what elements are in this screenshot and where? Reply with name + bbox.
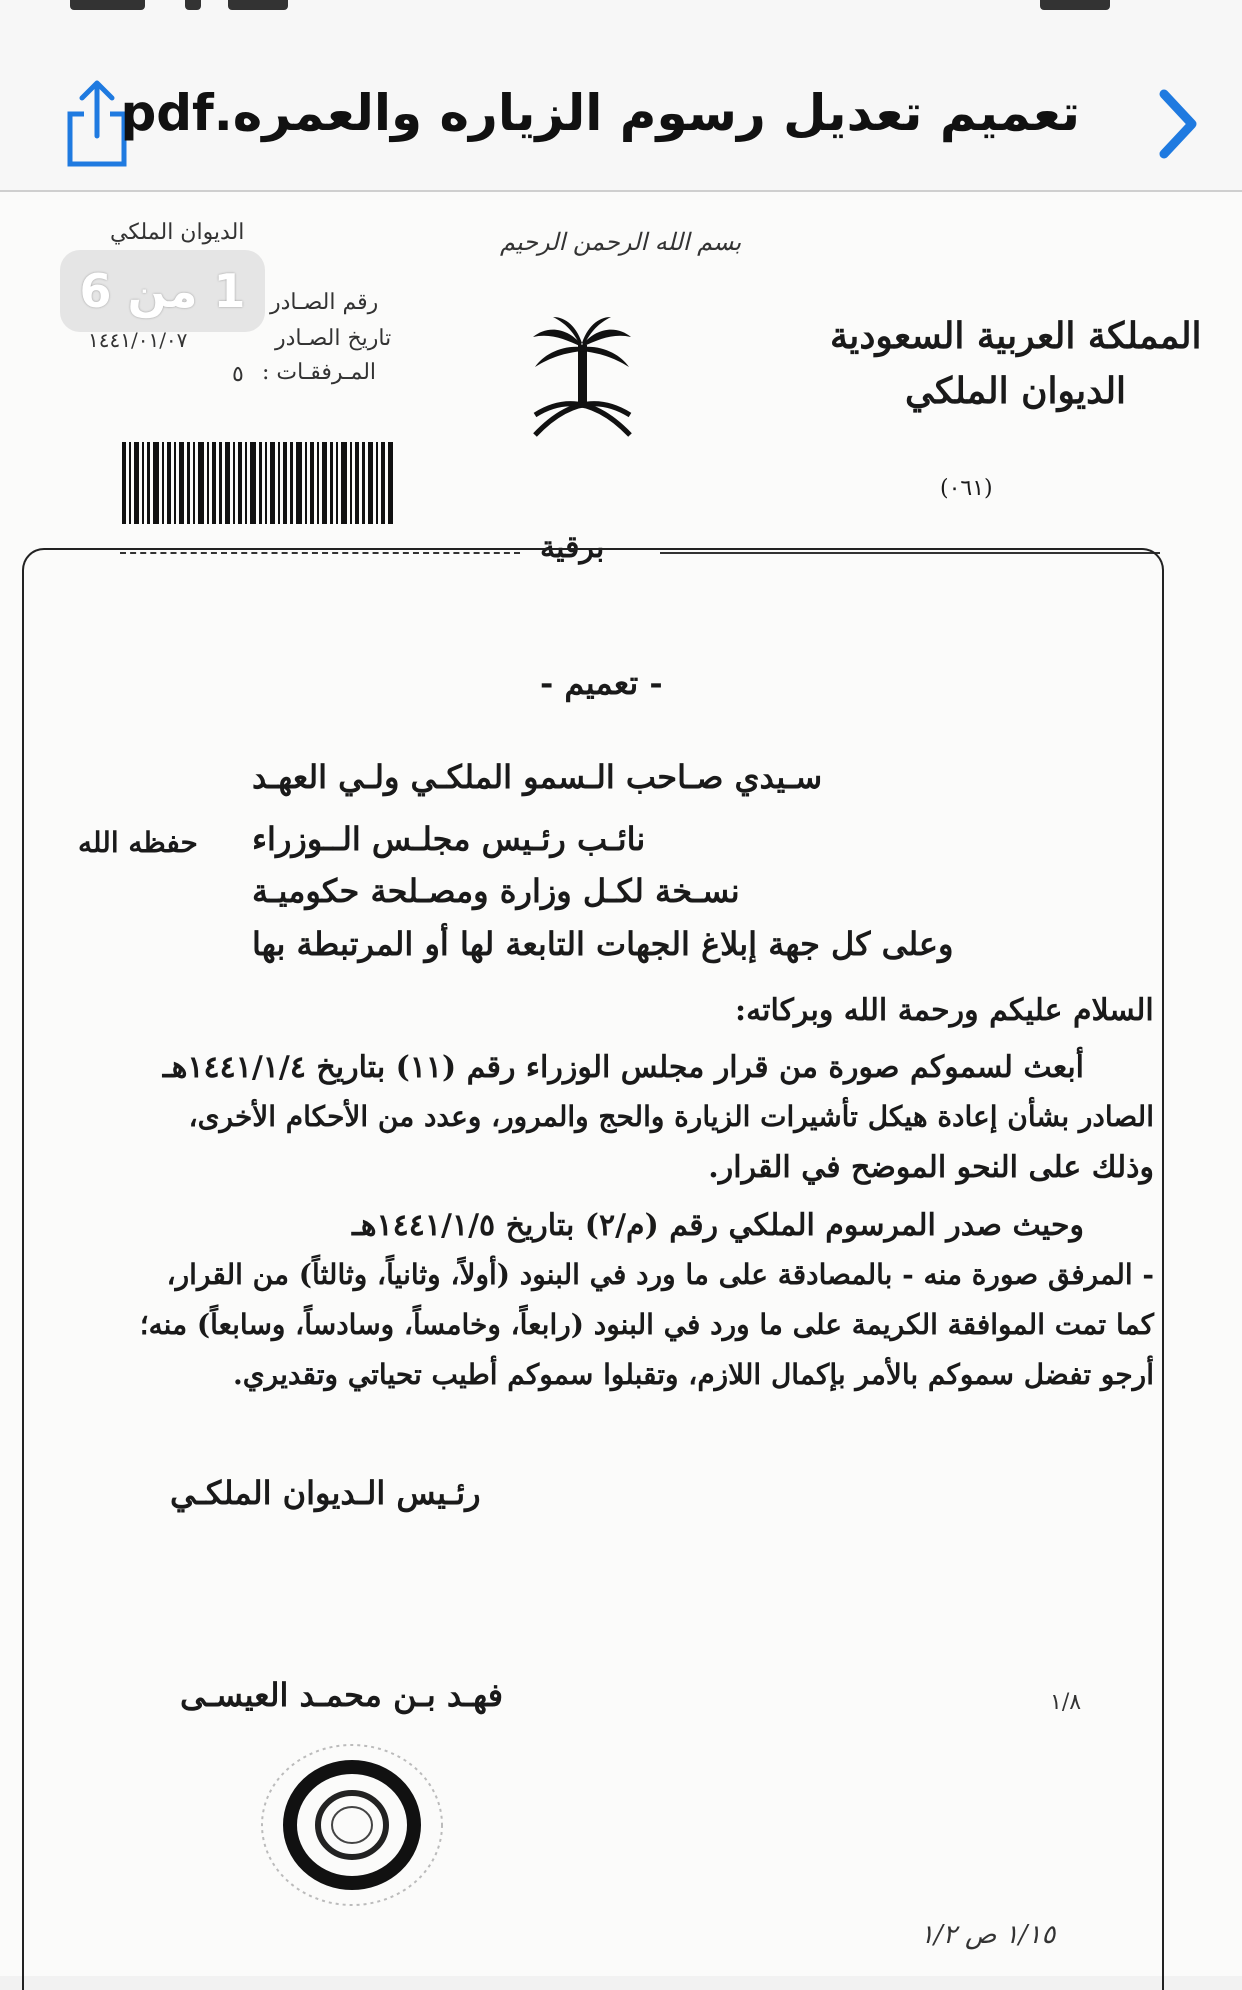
margin-note: ١/٨ <box>1050 1690 1082 1715</box>
signatory-title: رئـيس الـديوان الملكـي <box>170 1474 481 1512</box>
official-seal-icon <box>255 1738 450 1913</box>
signatory-name: فهـد بـن محمـد العيسـى <box>180 1676 504 1714</box>
top-left-label: الديوان الملكي <box>110 220 245 245</box>
status-bar-fragment <box>228 0 288 10</box>
status-bar-fragment <box>1040 0 1110 10</box>
page-indicator: 1 من 6 <box>60 250 265 332</box>
address-line: نائـب رئـيس مجلـس الــوزراء <box>252 820 646 858</box>
saudi-emblem-icon <box>525 315 640 450</box>
issue-date-label: تاريخ الصـادر <box>275 326 392 351</box>
telegram-label: برقية <box>540 530 605 565</box>
address-line: سـيدي صـاحب الـسمو الملكـي ولـي العهـد <box>252 758 823 796</box>
barcode-image <box>122 442 394 524</box>
status-bar-fragment <box>70 0 145 10</box>
issue-date-value: ١٤٤١/٠١/٠٧ <box>88 328 188 352</box>
greeting: السلام عليكم ورحمة الله وبركاته: <box>735 993 1154 1028</box>
attachments-value: ٥ <box>232 362 244 387</box>
paragraph-line: أرجو تفضل سموكم بالأمر بإكمال اللازم، وتقبلوا سموكم أطيب تحياتي وتقديري. <box>232 1358 1154 1391</box>
back-button[interactable] <box>1150 80 1210 170</box>
letter-heading: - تعميم - <box>540 664 663 702</box>
issue-number-label: رقم الصـادر <box>270 290 379 315</box>
address-line: نسـخة لكـل وزارة ومصـلحة حكوميـة <box>252 872 740 910</box>
attachments-label: المـرفقـات : <box>262 360 377 385</box>
status-bar-fragment <box>185 0 201 10</box>
viewer-toolbar <box>0 0 1242 192</box>
footer-reference: ١/١٥ ص ١/٢ <box>920 1920 1056 1950</box>
paragraph-line: وحيث صدر المرسوم الملكي رقم (م/٢) بتاريخ ١٤٤١/١/٥هـ <box>351 1208 1084 1243</box>
kingdom-title: المملكة العربية السعودية <box>830 315 1202 357</box>
paragraph-line: - المرفق صورة منه - بالمصادقة على ما ورد في البنود (أولاً، وثانياً، وثالثاً) من القرار، <box>166 1258 1154 1291</box>
chevron-left-icon <box>1150 80 1210 170</box>
court-code: (٠٦١) <box>940 476 993 501</box>
address-line: وعلى كل جهة إبلاغ الجهات التابعة لها أو المرتبطة بها <box>252 925 954 963</box>
paragraph-line: وذلك على النحو الموضح في القرار. <box>708 1150 1154 1185</box>
document-title: تعميم تعديل رسوم الزياره والعمره.pdf <box>120 84 1080 142</box>
basmala: بسم الله الرحمن الرحيم <box>500 228 742 256</box>
paragraph-line: الصادر بشأن إعادة هيكل تأشيرات الزيارة والحج والمرور، وعدد من الأحكام الأخرى، <box>188 1100 1154 1133</box>
honorific: حفظه الله <box>78 826 198 859</box>
paragraph-line: كما تمت الموافقة الكريمة على ما ورد في البنود (رابعاً، وخامساً، وسادساً، وسابعاً) منه؛ <box>139 1308 1154 1341</box>
paragraph-line: أبعث لسموكم صورة من قرار مجلس الوزراء رقم (١١) بتاريخ ١٤٤١/١/٤هـ <box>162 1050 1084 1085</box>
court-title: الديوان الملكي <box>905 370 1127 412</box>
